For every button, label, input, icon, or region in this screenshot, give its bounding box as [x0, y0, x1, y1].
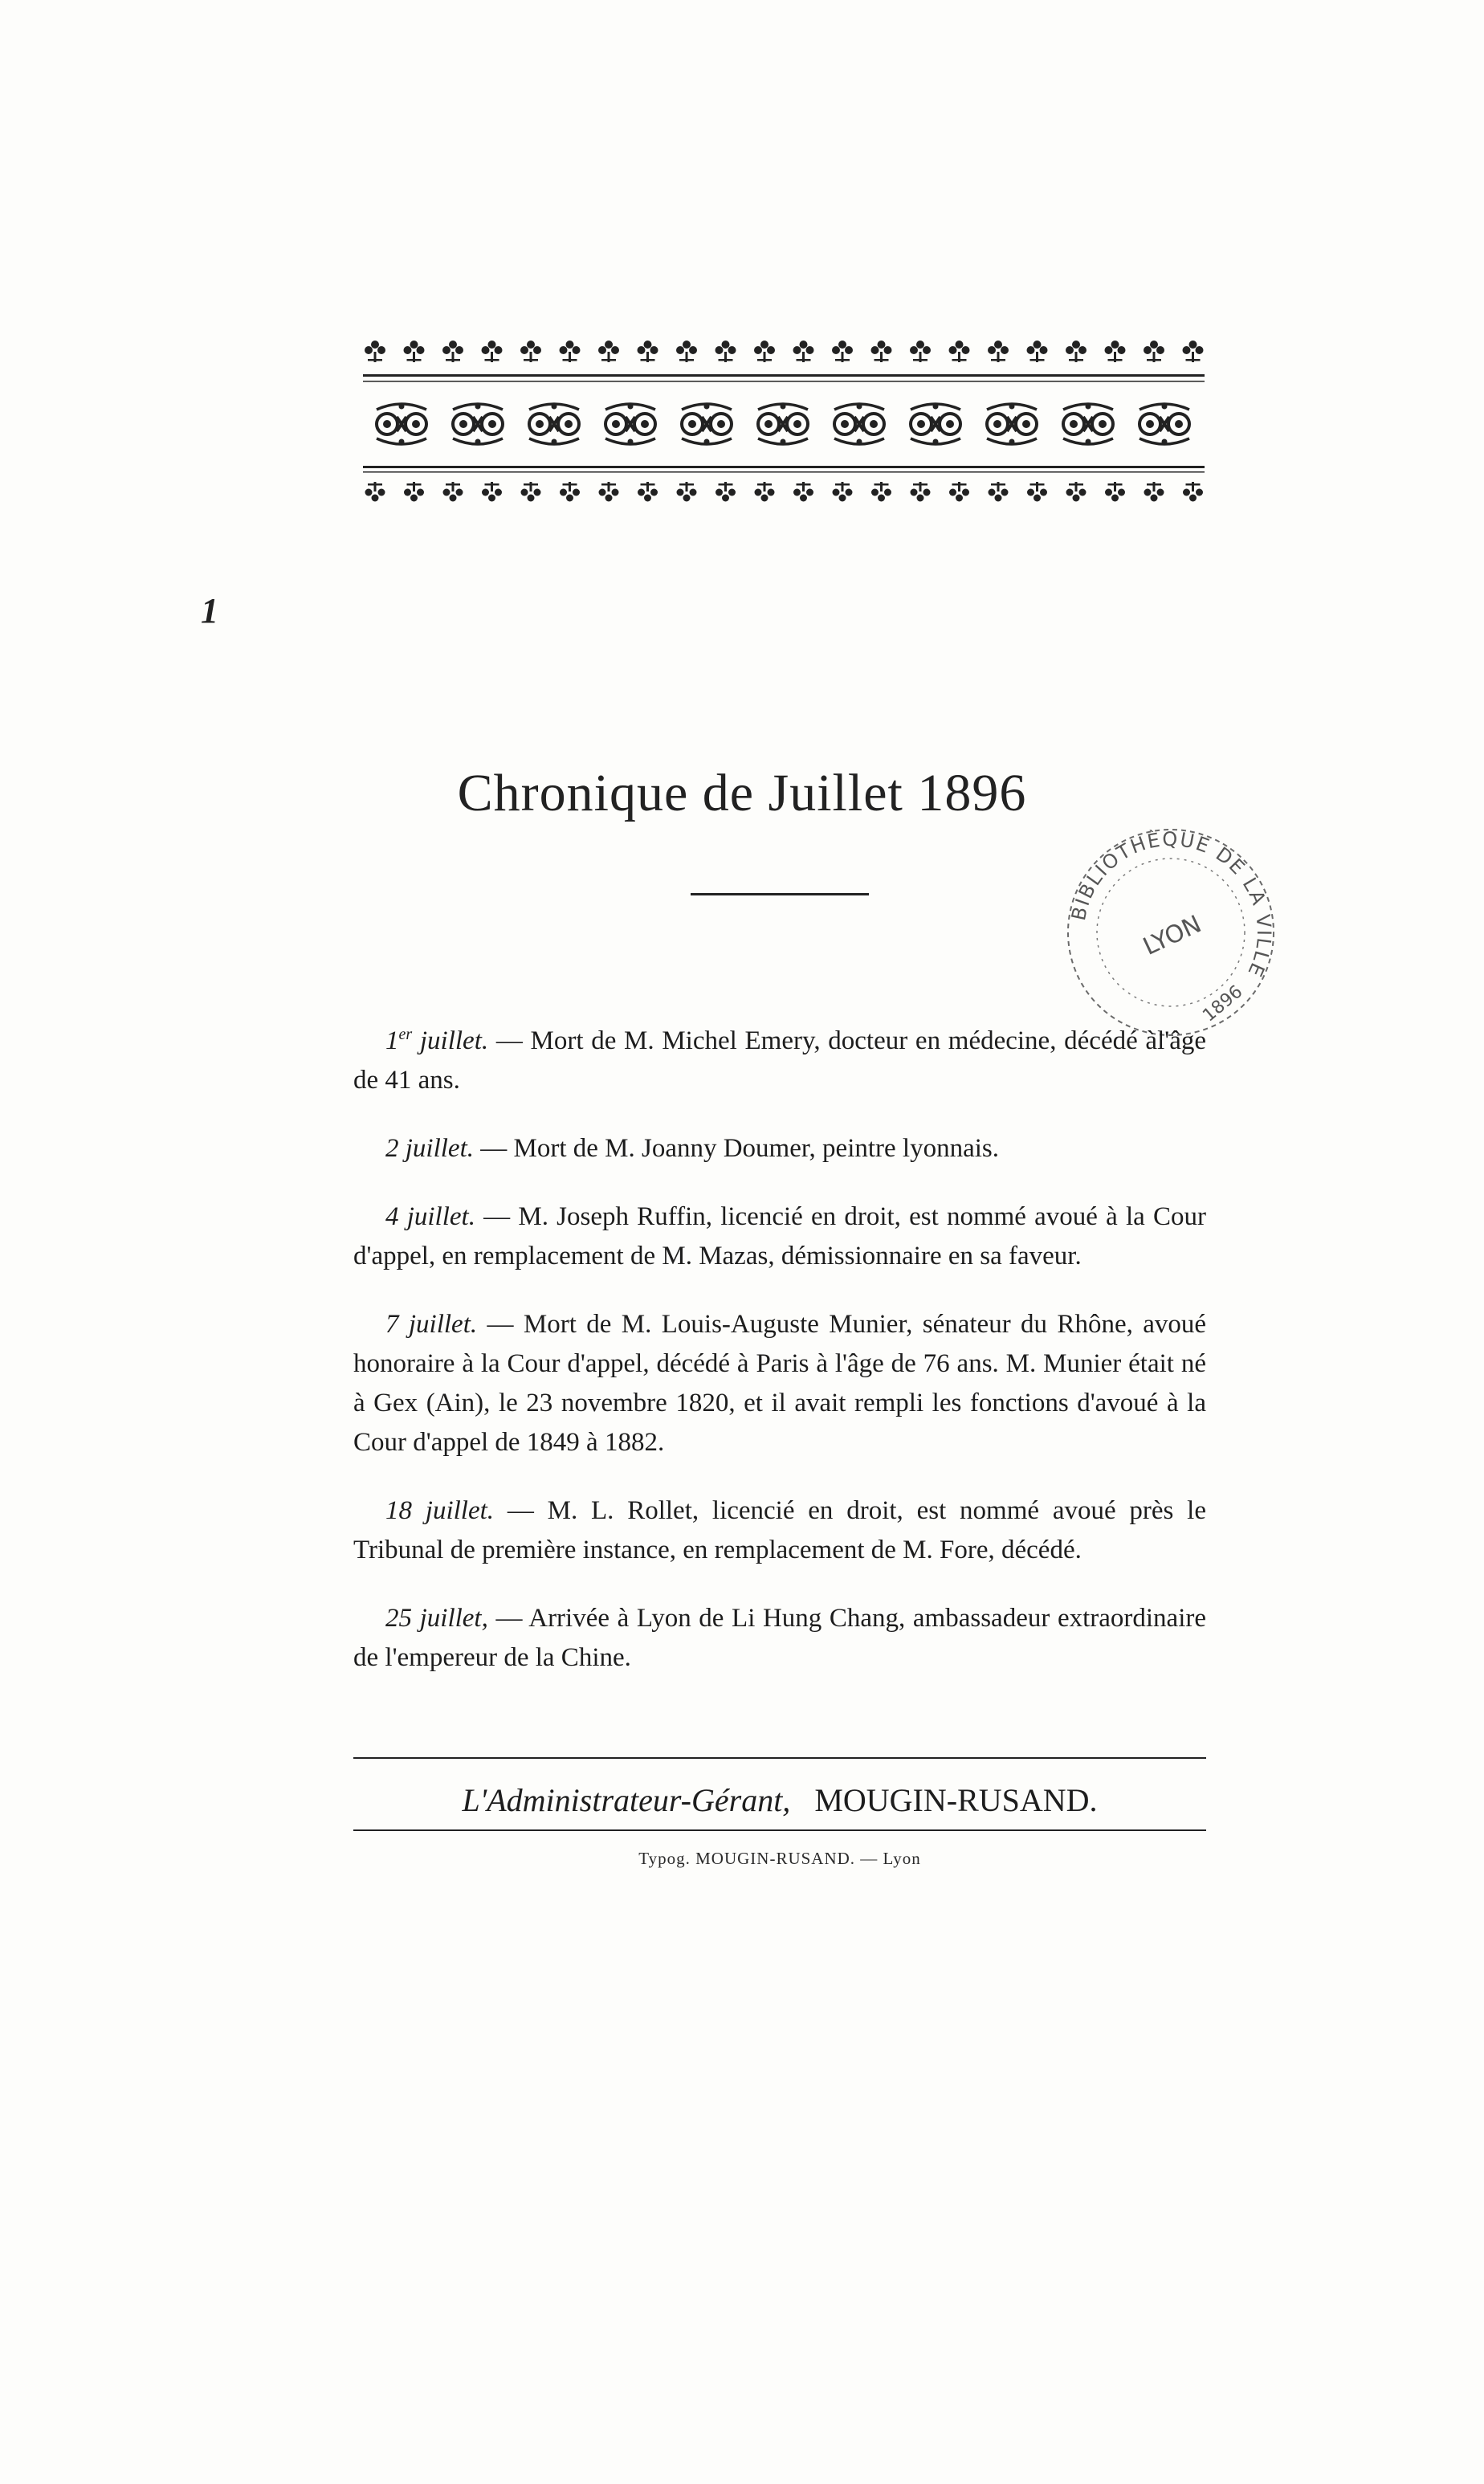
entry-text: — Arrivée à Lyon de Li Hung Chang, ambassadeur extraordinaire de l'empereur de la Chine. [353, 1604, 1206, 1672]
ornament-glyph [365, 341, 385, 362]
ornament-glyph [716, 341, 736, 362]
entry-text: — M. L. Rollet, licencié en droit, est nommé avoué près le Tribunal de première instance, en remplacement de M. Fore, décédé. [353, 1496, 1206, 1564]
ornament-glyph [987, 404, 1037, 445]
ornament-glyph [871, 341, 892, 362]
ornament-glyph [833, 482, 853, 502]
entry [353, 1022, 1206, 1100]
ornament-glyph [365, 482, 385, 502]
ornament-glyph [482, 482, 502, 502]
ornament-glyph [560, 341, 581, 362]
signature [353, 1781, 1206, 1819]
stamp-outer-text: BIBLIOTHÈQUE DE LA VILLE [1066, 827, 1276, 981]
margin-mark: 1 [201, 591, 218, 630]
chronicle-entries [353, 1022, 1206, 1707]
entry-month: juillet. [412, 1026, 489, 1055]
entry [353, 1599, 1206, 1678]
svg-text:BIBLIOTHÈQUE DE LA VILLE [1067, 828, 1275, 981]
ornament-glyph [793, 482, 813, 502]
entry-month: juillet. [398, 1202, 475, 1231]
ornament-glyph [832, 341, 853, 362]
entry-month: juillet, [412, 1604, 488, 1633]
ornament-glyph [793, 341, 814, 362]
ornament-glyph [758, 404, 808, 445]
signature-name: MOUGIN-RUSAND. [814, 1782, 1098, 1818]
entry-day: 7 [385, 1310, 399, 1339]
ornament-glyph [1144, 341, 1164, 362]
ornament-glyph [1183, 482, 1203, 502]
entry-text: — M. Joseph Ruffin, licencié en droit, est nommé avoué à la Cour d'appel, en remplacement de M. Mazas, démissionnaire en sa faveur. [353, 1202, 1207, 1271]
entry-day-suffix: er [398, 1026, 413, 1043]
ornament-glyph [404, 341, 425, 362]
ornament-glyph [754, 341, 775, 362]
ornament-glyph [521, 482, 541, 502]
ornament-glyph [989, 482, 1009, 502]
ornament-glyph [442, 341, 463, 362]
ornament-glyph [949, 482, 969, 502]
ornament-glyph [682, 404, 732, 445]
entry [353, 1491, 1206, 1570]
ornament-glyph [716, 482, 736, 502]
ornament-glyph [1063, 404, 1113, 445]
entry-month: juillet. [398, 1134, 474, 1163]
ornament-glyph [910, 341, 931, 362]
library-stamp [1062, 823, 1280, 1042]
entry-text: — Mort de M. Michel Emery, docteur en médecine, décédé àl'âge de 41 ans. [353, 1026, 1206, 1095]
ornament-glyph [1140, 404, 1189, 445]
entry-month: juillet. [412, 1496, 495, 1525]
entry [353, 1197, 1206, 1276]
entry-day: 2 [385, 1134, 399, 1163]
ornament-glyph [1066, 482, 1086, 502]
printer-imprint: Typog. MOUGIN-RUSAND. — Lyon [638, 1849, 921, 1868]
entry-day: 18 [385, 1496, 412, 1525]
entry [353, 1305, 1206, 1462]
ornament-glyph [1105, 341, 1126, 362]
ornament-glyph [676, 341, 697, 362]
ornament-glyph [638, 482, 658, 502]
ornament-glyph [988, 341, 1009, 362]
ornament-glyph [482, 341, 503, 362]
ornament-glyph [1183, 341, 1204, 362]
footer-rule-bottom [353, 1829, 1206, 1831]
ornament-glyph [1105, 482, 1125, 502]
ornament-glyph [404, 482, 424, 502]
ornament-glyph [453, 404, 503, 445]
ornament-glyph [1027, 341, 1048, 362]
ornament-glyph [911, 482, 931, 502]
entry-month: juillet. [398, 1310, 478, 1339]
ornament-glyph [520, 341, 541, 362]
ornament-band [363, 336, 1205, 516]
entry-day: 25 [385, 1604, 412, 1633]
title-rule [691, 893, 869, 895]
ornament-glyph [871, 482, 891, 502]
entry-day: 4 [385, 1202, 399, 1231]
signature-role: L'Administrateur-Gérant, [462, 1782, 791, 1818]
ornament-glyph [911, 404, 960, 445]
entry [353, 1129, 1206, 1169]
footer-rule-top [353, 1757, 1206, 1759]
ornament-glyph [1027, 482, 1047, 502]
stamp-city: LYON [1139, 910, 1206, 961]
ornament-glyph [1066, 341, 1086, 362]
ornament-glyph [599, 482, 619, 502]
ornament-glyph [605, 404, 655, 445]
ornament-glyph [755, 482, 775, 502]
ornament-glyph [560, 482, 580, 502]
page-title: Chronique de Juillet 1896 [457, 764, 1027, 822]
ornament-glyph [1144, 482, 1164, 502]
entry-text: — Mort de M. Louis-Auguste Munier, sénateur du Rhône, avoué honoraire à la Cour d'appel, décédé à Paris à l'âge de 76 ans. M. Munier était né à Gex (Ain), le 23 novembre 1820, et il avait rempli les fonctions d'avoué à la Cour d'appel de 1849 à 1882. [353, 1310, 1207, 1457]
ornament-glyph [677, 482, 697, 502]
ornament-glyph [949, 341, 970, 362]
ornament-glyph [834, 404, 884, 445]
ornament-glyph [598, 341, 619, 362]
ornament-glyph [638, 341, 658, 362]
entry-day: 1 [385, 1026, 399, 1055]
ornament-glyph [443, 482, 463, 502]
stamp-year: 1896 [1199, 981, 1247, 1026]
ornament-glyph [377, 404, 426, 445]
ornament-glyph [529, 404, 579, 445]
entry-text: — Mort de M. Joanny Doumer, peintre lyonnais. [480, 1134, 999, 1163]
